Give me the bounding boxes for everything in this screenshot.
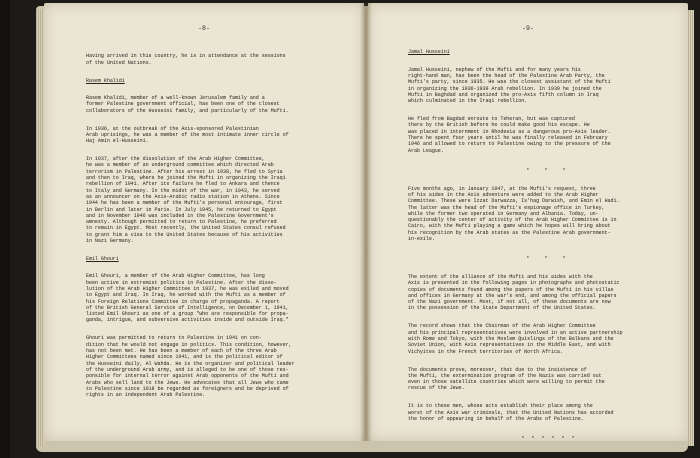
paragraph: In 1937, after the dissolution of the Arab Higher Committee, he was a member of an underground committee which directed Arab terrorism in Palestine. After his arrest in 1938, he fled to Syria and then to Iraq, where he joined the Mufti in organizing the Iraqi rebellion of 1941. After its failure he fled to Ankara and thence to Italy and Germany. In the midst of the war, in 1943, he served as an announcer on the Axis-Arabic radio station in Athens. Since 1944 he has been a member of the Mufti's personal entourage, first in Berlin and later in Paris. In July 1945, he returned to Egypt and in November 1946 was included in the Palestine Government's amnesty. Although permitted to return to Palestine, he preferred to remain in Egypt. Most recently, the United States consul refused to grant him a visa to the United States because of his activities in Nazi Germany. <box>86 156 286 244</box>
section-heading-emil-ghouri: Emil Ghouri <box>86 255 119 262</box>
end-marks: * * * * * * <box>521 436 577 441</box>
book-gutter <box>360 3 372 441</box>
page-stack-right <box>688 10 694 446</box>
page-stack-left <box>36 10 44 446</box>
section-heading-rasem-khalidi: Rasem Khalidi <box>86 77 125 84</box>
paragraph: In 1936, at the outbreak of the Axis-sponsored Palestinian Arab uprisings, he was a member of the most intimate inner circle of Haj Amin el-Husseini. <box>86 125 289 145</box>
section-separator: * * * <box>526 255 572 262</box>
right-page-body <box>408 43 688 441</box>
paragraph: Rasem Khalidi, member of a well-known Jerusalem family and a former Palestine government official, has been one of the closest collaborators of the Husseini family, and particularly of the Mufti. <box>86 94 289 114</box>
section-heading-jamal-husseini: Jamal Husseini <box>408 49 450 56</box>
section-separator: * * * <box>526 167 572 174</box>
paragraph: The record shows that the Chairman of the Arab Higher Committee and his principal representatives were involved in an active partnership with Rome and Tokyo, with the Moslem Quislings of the Balkans and the Soviet Union, with Axis representatives in the Middle East, and with Vichyites in the French territories of North Africa. <box>408 323 623 355</box>
right-page <box>368 3 688 441</box>
intro-paragraph: Having arrived in this country, he is in attendance at the sessions of the United Nations. <box>86 53 286 66</box>
paragraph: Emil Ghouri, a member of the Arab Higher Committee, has long been active in extremist politics in Palestine. After the disso- lution of the Arab Higher Committee in 1937, he was exiled and moved to Egypt and Iraq. In Iraq, he worked with the Mufti as a member of his Foreign Relations Committee in charge of propaganda. A report of the British General Service of Intelligence, on December 1, 1941, listed Emil Ghouri as one of a group "who are responsible for propa- ganda, intrigue, and subversive activities inside and outside Iraq." <box>86 273 289 324</box>
paragraph: Ghouri was permitted to return to Palestine in 1941 on con- dition that he would not engage in politics. This condition, however, has not been met. He has been a member of each of the three Arab Higher Committees named since 1941, and is the political editor of the Husseini daily, Al Wahda. He is the organizer and political leader of the underground Arab army, and is alleged to be one of those res- ponsible for internal terror against Arab opponents of the Mufti and Arabs who sell land to the Jews. He advocates that all Jews who came to Palestine since 1918 be regarded as foreigners and be deprived of rights in an independent Arab Palestine. <box>86 335 295 399</box>
paragraph: The documents prove, moreover, that due to the insistence of the Mufti, the extermination program of the Nazis was carried out even in those satellite countries which were willing to permit the rescue of the Jews. <box>408 366 605 392</box>
paragraph: It is to these men, whose acts establish their place among the worst of the Axis war criminals, that the United Nations has accorded the honor of appearing in behalf of the Arabs of Palestine. <box>408 403 614 423</box>
page-number: -9- <box>522 25 534 32</box>
left-page-body <box>86 47 364 410</box>
paragraph: The extent of the alliance of the Mufti and his aides with the Axis is presented in the following pages in photographs and photostatic copies of documents found among the papers of the Mufti in his villas and offices in Germany at the war's end, and among the official papers of the Nazi government. Most, if not all, of these documents are now in the possession of the State Department of the United States. <box>408 273 620 312</box>
paragraph: He fled from Bagdad enroute to Teheran, but was captured there by the British before he could make good his escape. He was placed in internment in Rhodesia as a dangerous pro-Axis leader. There he spent four years until he was finally released in February 1946 and allowed to return to Palestine owing to the pressure of the Arab League. <box>408 116 611 154</box>
page-number: -8- <box>198 25 210 32</box>
binder-clip-left <box>0 0 10 458</box>
paragraph: Five months ago, in January 1947, at the Mufti's request, three of his aides in the Axis adventure were added to the Arab Higher Committee. These were Izzat Darwazza, Is'hag Darwish, and Emin el Hadi. The latter was the head of the Mufti's espionage office in Turkey, while the former two operated in Germany and Albania. Today, un- questionably the center of activity of the Arab Higher Committee is in Cairo, with the Mufti playing a game which he hopes will bring about his recognition by the Arab states as the Palestine Arab government- in-exile. <box>408 185 620 242</box>
left-page <box>44 3 364 441</box>
paragraph: Jamal Husseini, nephew of the Mufti and for many years his right-hand man, has been the head of the Palestine Arab Party, the Mufti's party, since 1935. He was the closest assistant of the Mufti in organizing the 1936-1939 Arab rebellion. In 1939 he joined the Mufti in Baghdad and organized the pro-Axis fifth column in Iraq which culminated in the Iraqi rebellion. <box>408 66 611 105</box>
